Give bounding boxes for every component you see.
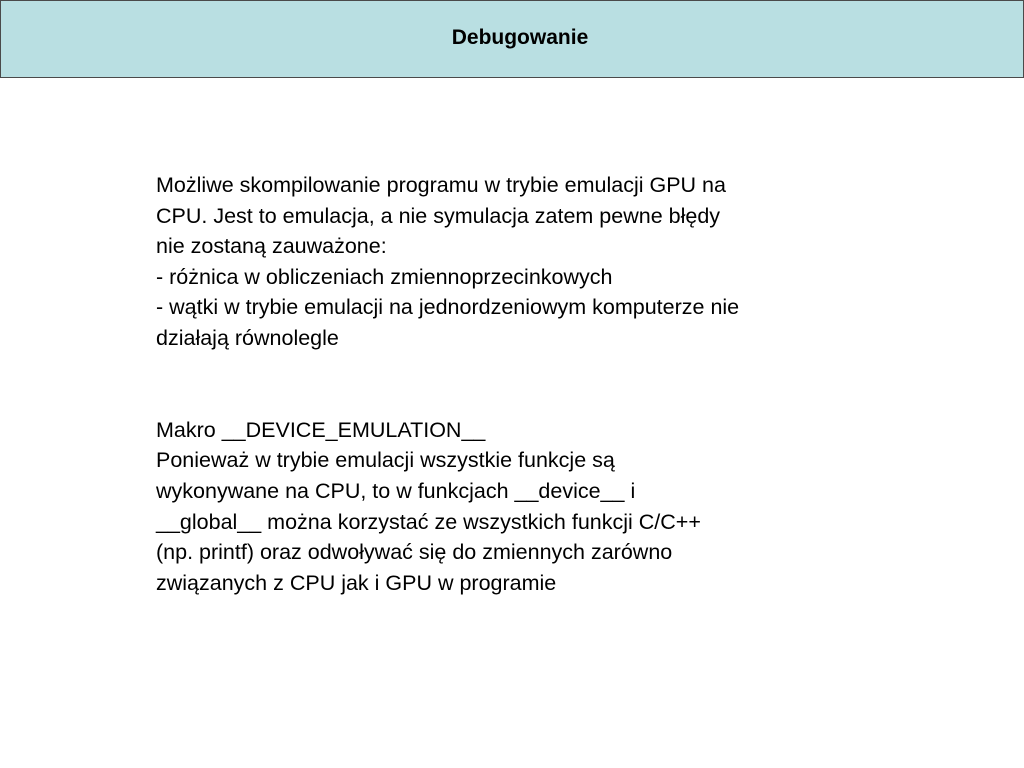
text-line: działają równolegle xyxy=(156,325,339,350)
text-line: (np. printf) oraz odwoływać się do zmiennych zarówno xyxy=(156,540,673,565)
title-banner xyxy=(0,0,1024,78)
bullet-line: - wątki w trybie emulacji na jednordzeniowym komputerze nie xyxy=(156,295,740,320)
paragraph-device-emulation-macro xyxy=(156,415,876,599)
text-line: Ponieważ w trybie emulacji wszystkie funkcje są xyxy=(156,448,615,473)
bullet-line: - różnica w obliczeniach zmiennoprzecinkowych xyxy=(156,264,613,289)
text-line: związanych z CPU jak i GPU w programie xyxy=(156,570,557,595)
text-line: Makro __DEVICE_EMULATION__ xyxy=(156,417,486,442)
slide-body xyxy=(156,170,876,598)
slide-title: Debugowanie xyxy=(451,26,589,49)
paragraph-emulation-mode xyxy=(156,170,876,354)
text-line: Możliwe skompilowanie programu w trybie emulacji GPU na xyxy=(156,173,726,197)
text-line: __global__ można korzystać ze wszystkich funkcji C/C++ xyxy=(156,509,701,534)
paragraph-spacer xyxy=(156,354,876,415)
text-line: CPU. Jest to emulacja, a nie symulacja zatem pewne błędy xyxy=(156,203,721,228)
text-line: wykonywane na CPU, to w funkcjach __device__ i xyxy=(156,478,636,503)
text-line: nie zostaną zauważone: xyxy=(156,234,387,259)
